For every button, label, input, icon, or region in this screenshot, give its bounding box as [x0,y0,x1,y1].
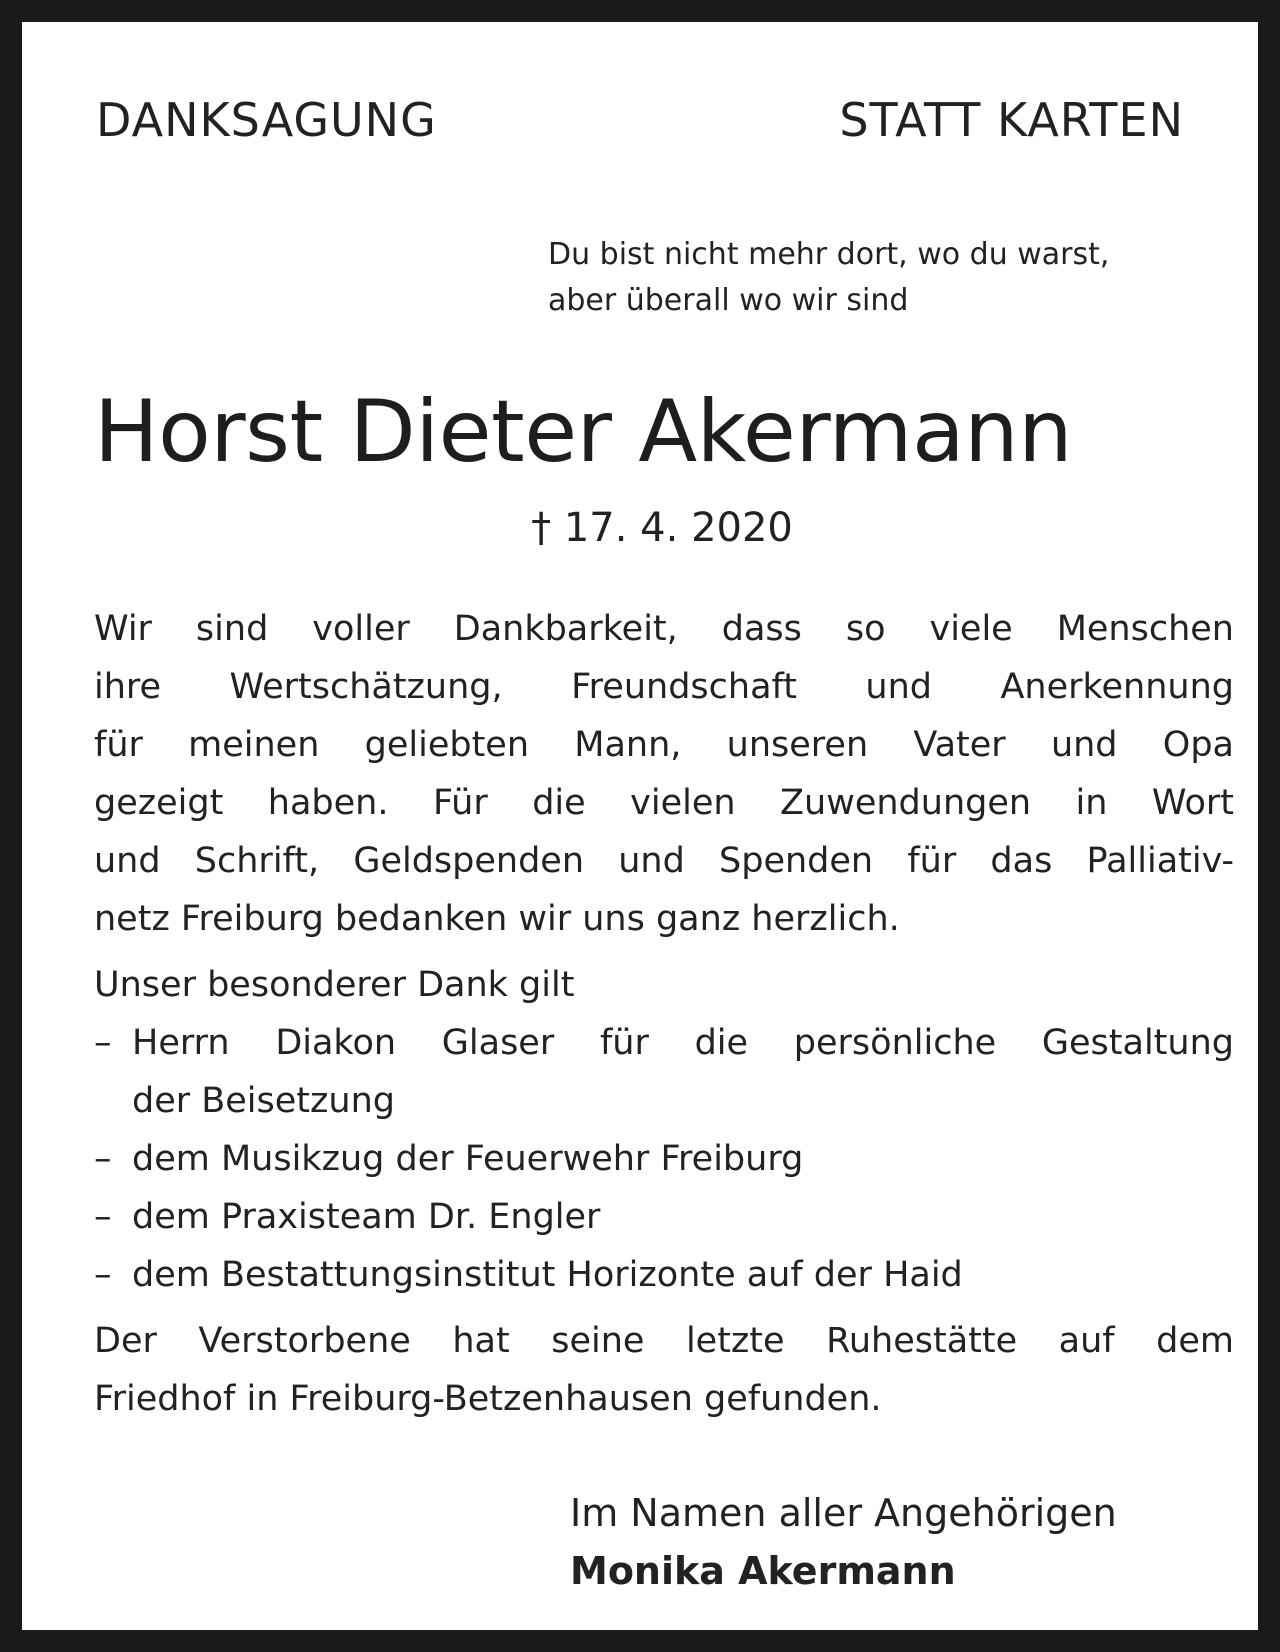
thanks-item-text: dem Praxisteam Dr. Engler [132,1197,601,1237]
paragraph-line: Friedhof in Freiburg-Betzenhausen gefunden. [94,1379,882,1419]
thanks-item [94,1014,1234,1072]
paragraph-line: Der Verstorbene hat seine letzte Ruhestätte auf dem [94,1321,1234,1361]
dash-bullet: – [94,1139,112,1179]
thanks-item-text: Herrn Diakon Glaser für die persönliche Gestaltung [132,1023,1234,1063]
paragraph-line: für meinen geliebten Mann, unseren Vater und Opa [94,725,1234,765]
header-danksagung: DANKSAGUNG [96,93,437,147]
thanks-item-text: dem Musikzug der Feuerwehr Freiburg [132,1139,804,1179]
header-statt-karten: STATT KARTEN [839,93,1184,147]
thanks-item-text: dem Bestattungsinstitut Horizonte auf der Haid [132,1255,963,1295]
deceased-name: Horst Dieter Akermann [94,382,1073,482]
signature-block [570,1484,1250,1600]
dash-bullet: – [94,1197,112,1237]
notice-header [96,88,1184,152]
dash-bullet: – [94,1023,112,1063]
paragraph-line: und Schrift, Geldspenden und Spenden für das Palliativ- [94,841,1234,881]
death-date: † 17. 4. 2020 [531,505,793,551]
notice-body [94,600,1234,1428]
motto-line-1: Du bist nicht mehr dort, wo du warst, [548,237,1110,272]
motto-line-2: aber überall wo wir sind [548,283,909,318]
thanks-item [94,1246,1234,1304]
signature-intro: Im Namen aller Angehörigen [570,1491,1117,1535]
thanks-item [94,1188,1234,1246]
thanks-item-continuation: der Beisetzung [132,1081,395,1121]
paragraph-line: netz Freiburg bedanken wir uns ganz herzlich. [94,899,900,939]
dash-bullet: – [94,1255,112,1295]
motto-quote [548,232,1238,324]
paragraph-line: ihre Wertschätzung, Freundschaft und Anerkennung [94,667,1234,707]
signature-name: Monika Akermann [570,1549,956,1593]
thanks-intro: Unser besonderer Dank gilt [94,965,575,1005]
paragraph-line: Wir sind voller Dankbarkeit, dass so viele Menschen [94,609,1234,649]
paragraph-line: gezeigt haben. Für die vielen Zuwendungen in Wort [94,783,1234,823]
thanks-item [94,1130,1234,1188]
